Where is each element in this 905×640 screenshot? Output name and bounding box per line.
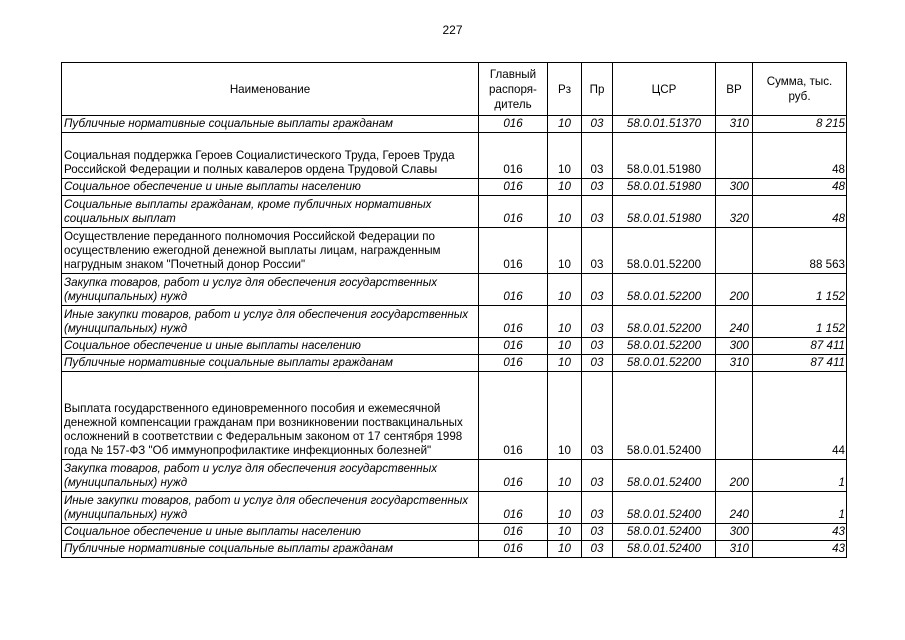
cell-vr bbox=[716, 133, 753, 179]
cell-admin: 016 bbox=[479, 133, 548, 179]
cell-pr: 03 bbox=[582, 116, 613, 133]
cell-name: Публичные нормативные социальные выплаты гражданам bbox=[62, 116, 479, 133]
table-row bbox=[62, 372, 847, 460]
cell-name: Социальное обеспечение и иные выплаты населению bbox=[62, 179, 479, 196]
cell-csr: 58.0.01.52400 bbox=[613, 372, 716, 460]
cell-csr: 58.0.01.51980 bbox=[613, 133, 716, 179]
table-row bbox=[62, 492, 847, 524]
cell-vr: 320 bbox=[716, 196, 753, 228]
cell-pr: 03 bbox=[582, 460, 613, 492]
cell-sum: 48 bbox=[753, 133, 847, 179]
page-number: 227 bbox=[442, 23, 463, 37]
cell-vr: 310 bbox=[716, 541, 753, 558]
cell-rz: 10 bbox=[548, 196, 582, 228]
cell-name: Публичные нормативные социальные выплаты гражданам bbox=[62, 541, 479, 558]
cell-name: Социальные выплаты гражданам, кроме публичных нормативных социальных выплат bbox=[62, 196, 479, 228]
cell-csr: 58.0.01.52400 bbox=[613, 524, 716, 541]
cell-rz: 10 bbox=[548, 133, 582, 179]
cell-sum: 87 411 bbox=[753, 355, 847, 372]
table-row bbox=[62, 116, 847, 133]
cell-vr: 310 bbox=[716, 116, 753, 133]
cell-name: Выплата государственного единовременного пособия и ежемесячной денежной компенсации гражданам при возникновении поствакцинальных осложнений в соответствии с Федеральным законом от 17 сентября 1998 года № 157-ФЗ "Об иммунопрофилактике инфекционных болезней" bbox=[62, 372, 479, 460]
table-body bbox=[62, 116, 847, 558]
cell-name: Социальное обеспечение и иные выплаты населению bbox=[62, 338, 479, 355]
cell-sum: 1 bbox=[753, 460, 847, 492]
cell-csr: 58.0.01.51370 bbox=[613, 116, 716, 133]
table-row bbox=[62, 306, 847, 338]
cell-sum: 1 152 bbox=[753, 306, 847, 338]
cell-vr: 300 bbox=[716, 179, 753, 196]
table-row bbox=[62, 541, 847, 558]
cell-admin: 016 bbox=[479, 274, 548, 306]
cell-admin: 016 bbox=[479, 372, 548, 460]
cell-csr: 58.0.01.52400 bbox=[613, 460, 716, 492]
cell-admin: 016 bbox=[479, 116, 548, 133]
cell-vr: 300 bbox=[716, 338, 753, 355]
cell-pr: 03 bbox=[582, 541, 613, 558]
cell-name: Иные закупки товаров, работ и услуг для обеспечения государственных (муниципальных) нужд bbox=[62, 306, 479, 338]
cell-pr: 03 bbox=[582, 274, 613, 306]
cell-name: Публичные нормативные социальные выплаты гражданам bbox=[62, 355, 479, 372]
cell-name: Закупка товаров, работ и услуг для обеспечения государственных (муниципальных) нужд bbox=[62, 274, 479, 306]
cell-pr: 03 bbox=[582, 228, 613, 274]
table-row bbox=[62, 460, 847, 492]
table-row bbox=[62, 196, 847, 228]
cell-pr: 03 bbox=[582, 179, 613, 196]
header-rz: Рз bbox=[548, 63, 582, 116]
table-row bbox=[62, 355, 847, 372]
header-csr: ЦСР bbox=[613, 63, 716, 116]
table-row bbox=[62, 338, 847, 355]
cell-sum: 48 bbox=[753, 179, 847, 196]
cell-csr: 58.0.01.52200 bbox=[613, 274, 716, 306]
cell-pr: 03 bbox=[582, 372, 613, 460]
cell-csr: 58.0.01.52200 bbox=[613, 228, 716, 274]
cell-admin: 016 bbox=[479, 355, 548, 372]
cell-rz: 10 bbox=[548, 460, 582, 492]
cell-vr: 240 bbox=[716, 492, 753, 524]
cell-rz: 10 bbox=[548, 524, 582, 541]
cell-admin: 016 bbox=[479, 196, 548, 228]
header-sum: Сумма, тыс. руб. bbox=[753, 63, 847, 116]
cell-name: Закупка товаров, работ и услуг для обеспечения государственных (муниципальных) нужд bbox=[62, 460, 479, 492]
budget-table bbox=[61, 62, 847, 558]
table-row bbox=[62, 179, 847, 196]
cell-rz: 10 bbox=[548, 492, 582, 524]
cell-pr: 03 bbox=[582, 355, 613, 372]
cell-admin: 016 bbox=[479, 179, 548, 196]
cell-admin: 016 bbox=[479, 492, 548, 524]
cell-vr: 200 bbox=[716, 460, 753, 492]
cell-sum: 87 411 bbox=[753, 338, 847, 355]
cell-admin: 016 bbox=[479, 306, 548, 338]
cell-pr: 03 bbox=[582, 196, 613, 228]
cell-sum: 1 152 bbox=[753, 274, 847, 306]
cell-name: Осуществление переданного полномочия Российской Федерации по осуществлению ежегодной денежной выплаты лицам, награжденным нагрудным знаком "Почетный донор России" bbox=[62, 228, 479, 274]
cell-vr: 200 bbox=[716, 274, 753, 306]
cell-rz: 10 bbox=[548, 541, 582, 558]
table-header bbox=[62, 63, 847, 116]
cell-csr: 58.0.01.52400 bbox=[613, 492, 716, 524]
cell-pr: 03 bbox=[582, 524, 613, 541]
header-admin: Главный распоря-дитель bbox=[479, 63, 548, 116]
cell-pr: 03 bbox=[582, 306, 613, 338]
cell-vr bbox=[716, 372, 753, 460]
cell-admin: 016 bbox=[479, 460, 548, 492]
cell-csr: 58.0.01.51980 bbox=[613, 179, 716, 196]
cell-vr: 310 bbox=[716, 355, 753, 372]
cell-rz: 10 bbox=[548, 306, 582, 338]
cell-vr bbox=[716, 228, 753, 274]
cell-pr: 03 bbox=[582, 338, 613, 355]
header-pr: Пр bbox=[582, 63, 613, 116]
cell-vr: 240 bbox=[716, 306, 753, 338]
cell-csr: 58.0.01.52200 bbox=[613, 338, 716, 355]
cell-name: Социальное обеспечение и иные выплаты населению bbox=[62, 524, 479, 541]
cell-csr: 58.0.01.51980 bbox=[613, 196, 716, 228]
cell-rz: 10 bbox=[548, 274, 582, 306]
cell-rz: 10 bbox=[548, 372, 582, 460]
cell-rz: 10 bbox=[548, 179, 582, 196]
cell-pr: 03 bbox=[582, 492, 613, 524]
cell-sum: 43 bbox=[753, 524, 847, 541]
cell-rz: 10 bbox=[548, 116, 582, 133]
cell-sum: 1 bbox=[753, 492, 847, 524]
table-row bbox=[62, 274, 847, 306]
header-vr: ВР bbox=[716, 63, 753, 116]
cell-sum: 8 215 bbox=[753, 116, 847, 133]
table-row bbox=[62, 133, 847, 179]
cell-name: Иные закупки товаров, работ и услуг для обеспечения государственных (муниципальных) нужд bbox=[62, 492, 479, 524]
header-name: Наименование bbox=[62, 63, 479, 116]
cell-csr: 58.0.01.52200 bbox=[613, 355, 716, 372]
cell-csr: 58.0.01.52400 bbox=[613, 541, 716, 558]
table-row bbox=[62, 524, 847, 541]
cell-admin: 016 bbox=[479, 524, 548, 541]
cell-rz: 10 bbox=[548, 355, 582, 372]
cell-admin: 016 bbox=[479, 541, 548, 558]
cell-csr: 58.0.01.52200 bbox=[613, 306, 716, 338]
cell-vr: 300 bbox=[716, 524, 753, 541]
cell-name: Социальная поддержка Героев Социалистического Труда, Героев Труда Российской Федерации и полных кавалеров ордена Трудовой Славы bbox=[62, 133, 479, 179]
cell-rz: 10 bbox=[548, 338, 582, 355]
cell-pr: 03 bbox=[582, 133, 613, 179]
cell-sum: 48 bbox=[753, 196, 847, 228]
cell-rz: 10 bbox=[548, 228, 582, 274]
cell-sum: 44 bbox=[753, 372, 847, 460]
cell-admin: 016 bbox=[479, 228, 548, 274]
cell-admin: 016 bbox=[479, 338, 548, 355]
table-row bbox=[62, 228, 847, 274]
cell-sum: 43 bbox=[753, 541, 847, 558]
cell-sum: 88 563 bbox=[753, 228, 847, 274]
